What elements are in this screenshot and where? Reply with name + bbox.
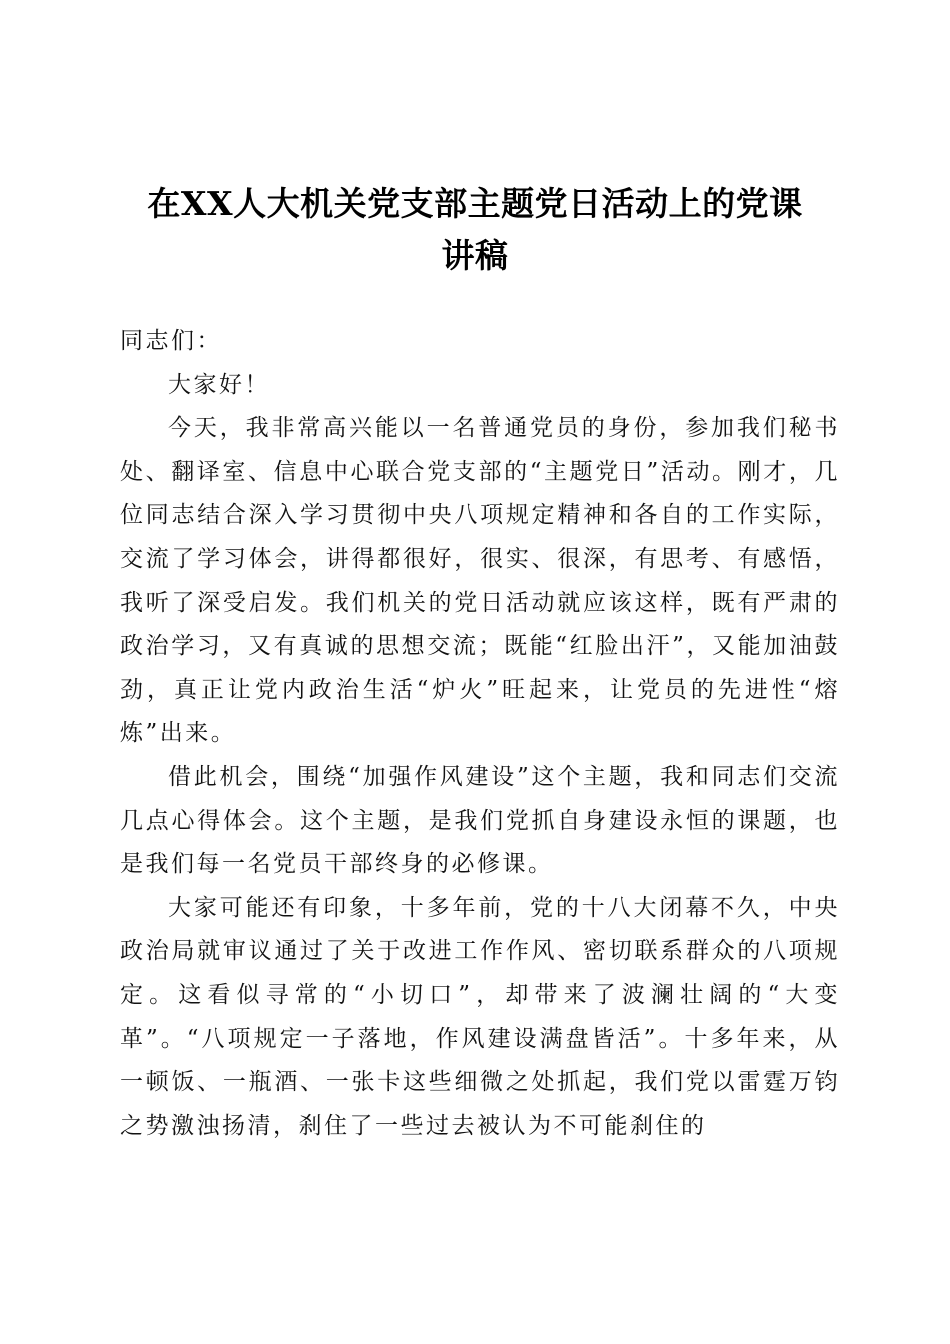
paragraph-2: 借此机会，围绕“加强作风建设”这个主题，我和同志们交流几点心得体会。这个主题，是我们党抓自身建设永恒的课题，也是我们每一名党员干部终身的必修课。 bbox=[120, 763, 840, 878]
document-body bbox=[120, 320, 840, 1148]
paragraph-1: 今天，我非常高兴能以一名普通党员的身份，参加我们秘书处、翻译室、信息中心联合党支部的“主题党日”活动。刚才，几位同志结合深入学习贯彻中央八项规定精神和各自的工作实际，交流了学习体会，讲得都很好，很实、很深，有思考、有感悟，我听了深受启发。我们机关的党日活动就应该这样，既有严肃的政治学习，又有真诚的思想交流；既能“红脸出汗”，又能加油鼓劲，真正让党内政治生活“炉火”旺起来，让党员的先进性“熔炼”出来。 bbox=[120, 415, 840, 747]
salutation: 同志们： bbox=[120, 328, 222, 354]
greeting: 大家好！ bbox=[168, 371, 270, 398]
title-line-1: 在XX人大机关党支部主题党日活动上的党课 bbox=[147, 184, 803, 223]
paragraph-3: 大家可能还有印象，十多年前，党的十八大闭幕不久，中央政治局就审议通过了关于改进工作作风、密切联系群众的八项规定。这看似寻常的“小切口”，却带来了波澜壮阔的“大变革”。“八项规定一子落地，作风建设满盘皆活”。十多年来，从一顿饭、一瓶酒、一张卡这些细微之处抓起，我们党以雷霆万钧之势激浊扬清，刹住了一些过去被认为不可能刹住的 bbox=[120, 894, 840, 1139]
document-title bbox=[100, 178, 850, 282]
title-line-2: 讲稿 bbox=[441, 236, 509, 275]
